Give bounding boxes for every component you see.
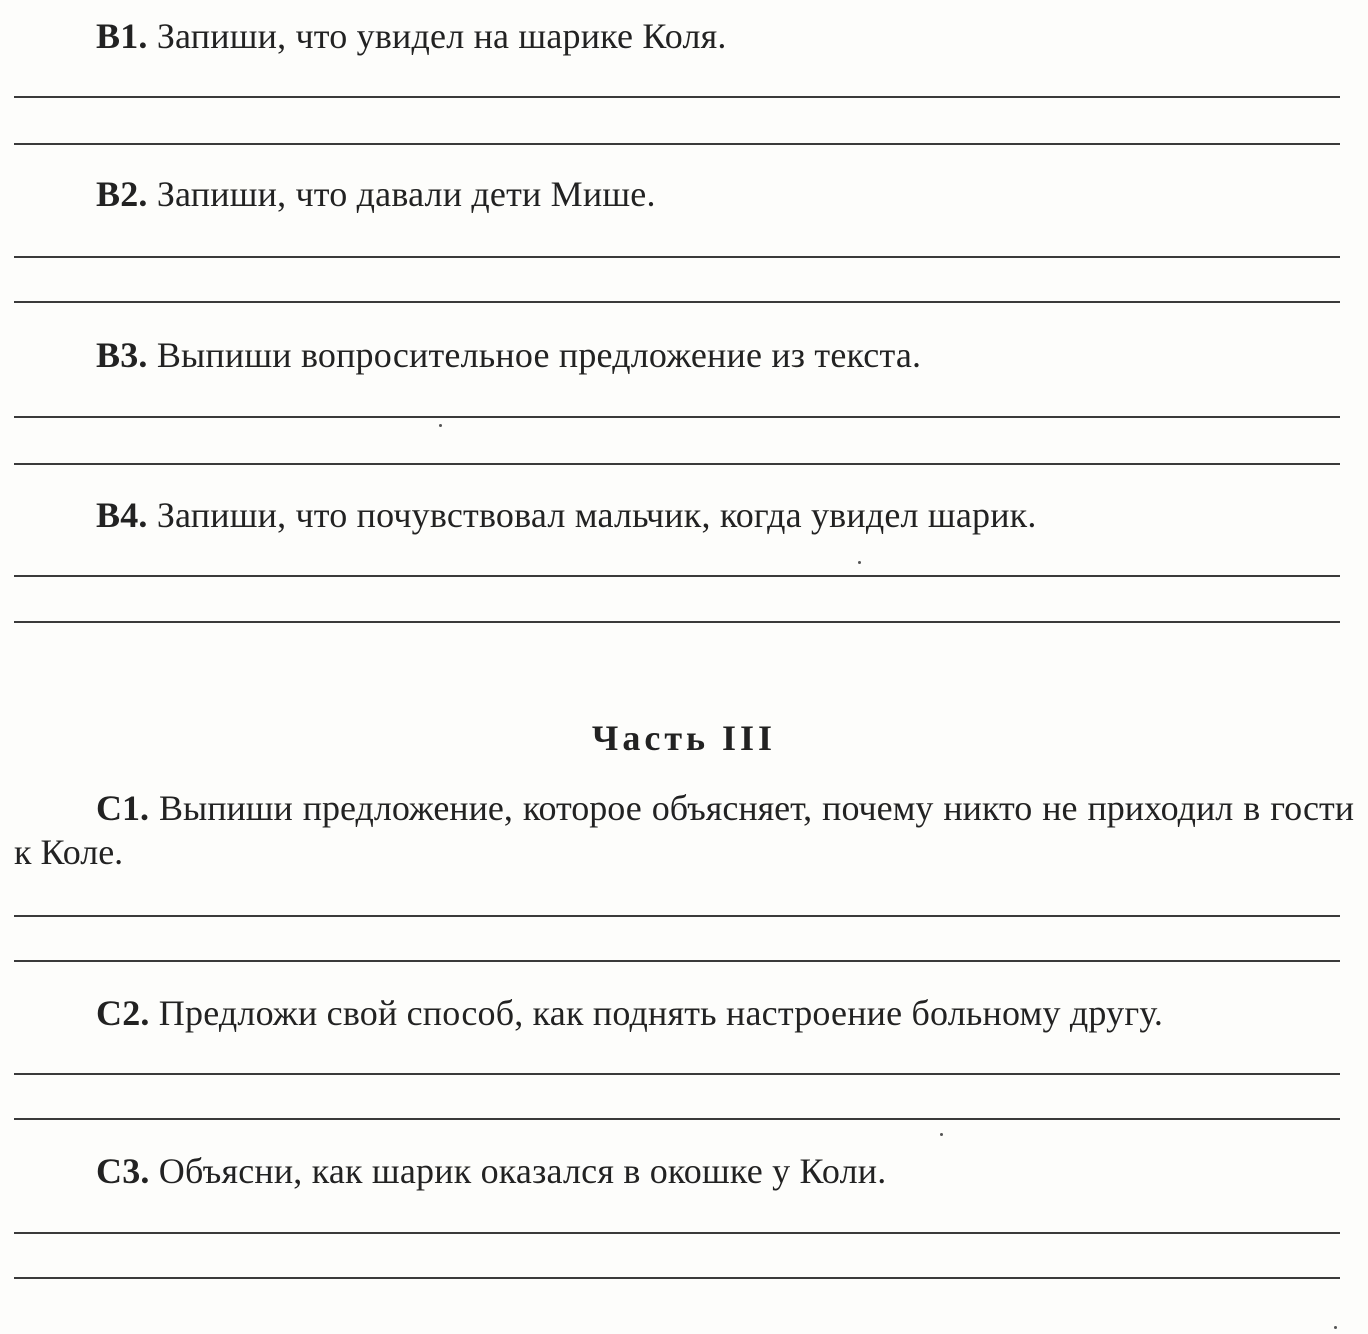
answer-line[interactable]	[14, 960, 1340, 962]
question-c2	[96, 993, 1163, 1033]
answer-line[interactable]	[14, 301, 1340, 303]
question-number: В3.	[96, 335, 148, 375]
answer-line[interactable]	[14, 463, 1340, 465]
question-b2	[96, 174, 656, 214]
answer-line[interactable]	[14, 1232, 1340, 1234]
question-text: Запиши, что почувствовал мальчик, когда увидел шарик.	[147, 495, 1037, 535]
answer-line[interactable]	[14, 1277, 1340, 1279]
question-text: Запиши, что увидел на шарике Коля.	[147, 16, 727, 56]
answer-line[interactable]	[14, 915, 1340, 917]
question-c3	[96, 1151, 886, 1191]
scan-speck	[858, 561, 861, 564]
section-title: Часть III	[591, 718, 777, 758]
question-number: В1.	[96, 16, 148, 56]
question-text: Предложи свой способ, как поднять настроение больному другу.	[149, 993, 1164, 1033]
question-b4	[96, 495, 1037, 535]
question-b1	[96, 16, 727, 56]
answer-line[interactable]	[14, 416, 1340, 418]
scan-speck	[940, 1133, 943, 1136]
answer-line[interactable]	[14, 256, 1340, 258]
answer-line[interactable]	[14, 621, 1340, 623]
question-text: Выпиши вопросительное предложение из текста.	[147, 335, 922, 375]
answer-line[interactable]	[14, 1073, 1340, 1075]
answer-line[interactable]	[14, 575, 1340, 577]
question-c1	[14, 786, 1354, 874]
question-text: Объясни, как шарик оказался в окошке у Коли.	[149, 1151, 887, 1191]
question-b3	[96, 335, 921, 375]
scan-speck	[1334, 1326, 1337, 1329]
answer-line[interactable]	[14, 143, 1340, 145]
question-number: В2.	[96, 174, 148, 214]
question-number: С3.	[96, 1151, 150, 1191]
question-number: В4.	[96, 495, 148, 535]
answer-line[interactable]	[14, 96, 1340, 98]
question-text: Запиши, что давали дети Мише.	[147, 174, 656, 214]
question-number: С1.	[96, 788, 149, 828]
question-text: Выпиши предложение, которое объясняет, почему никто не приходил в гости к Коле.	[14, 788, 1354, 872]
question-number: С2.	[96, 993, 150, 1033]
answer-line[interactable]	[14, 1118, 1340, 1120]
scan-speck	[439, 424, 442, 427]
